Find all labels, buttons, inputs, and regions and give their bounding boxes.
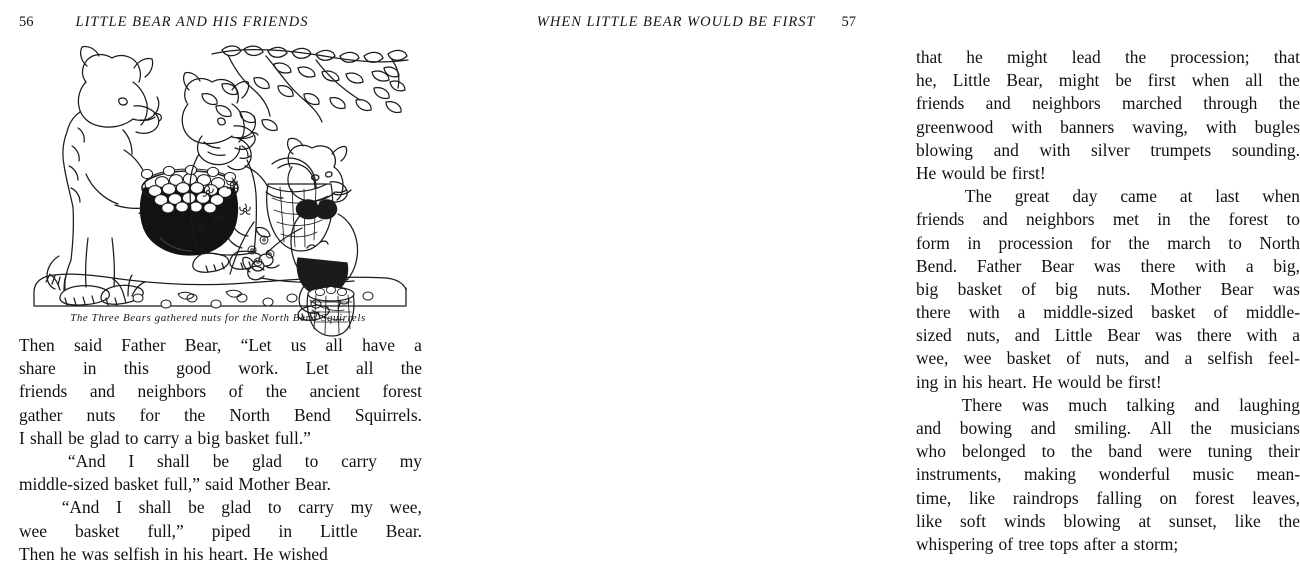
word: shall xyxy=(157,450,190,471)
word: waving, xyxy=(1132,116,1188,137)
word: with xyxy=(1039,139,1071,160)
word: heart. xyxy=(987,371,1027,392)
word: to xyxy=(267,497,282,518)
word: in xyxy=(967,232,981,253)
word: be xyxy=(1106,371,1123,392)
word: “Let xyxy=(240,335,272,355)
word: whispering xyxy=(916,533,994,554)
word: was xyxy=(1154,325,1182,346)
text-line xyxy=(916,232,1300,255)
paragraph-indent xyxy=(19,450,45,473)
word: be xyxy=(212,450,230,471)
word: to xyxy=(304,450,319,471)
word: Bear, xyxy=(1006,70,1043,91)
word: talking xyxy=(1126,394,1175,415)
word: were xyxy=(1157,441,1192,462)
word: to xyxy=(124,427,139,448)
word: silver xyxy=(1091,139,1130,160)
word: Let xyxy=(305,358,329,379)
word: nuts, xyxy=(966,325,1000,346)
text-line xyxy=(916,208,1300,231)
word: There xyxy=(961,394,1003,415)
illustration-caption: The Three Bears gathered nuts for the North Bend Squirrels xyxy=(70,312,366,324)
text-line xyxy=(916,487,1300,510)
word: raindrops xyxy=(1012,487,1079,508)
word: middle- xyxy=(1245,302,1300,323)
running-head-right xyxy=(448,14,856,36)
page-right xyxy=(440,0,1300,576)
word: time, xyxy=(916,487,952,508)
word: like xyxy=(1234,510,1261,531)
word: ancient xyxy=(309,381,360,402)
word: sounding. xyxy=(1231,139,1300,160)
word: The xyxy=(964,186,992,207)
word: blowing xyxy=(1063,510,1121,531)
word: would xyxy=(1057,371,1102,392)
word: carry xyxy=(341,450,377,471)
word: forest xyxy=(1228,209,1269,230)
word: and xyxy=(1014,325,1040,346)
word: “And xyxy=(61,497,100,518)
word: falling xyxy=(1096,487,1142,508)
word: neighbors xyxy=(137,381,207,402)
word: the xyxy=(265,381,288,402)
word: great xyxy=(1014,186,1050,207)
word: said xyxy=(73,335,102,355)
word: tops xyxy=(1049,533,1079,554)
word: through xyxy=(1203,93,1258,114)
word: mean- xyxy=(1256,464,1300,485)
word: like xyxy=(916,510,943,531)
word: be xyxy=(1115,70,1132,91)
word: march xyxy=(1167,232,1211,253)
page-number-right: 57 xyxy=(841,14,856,30)
word: when xyxy=(1262,186,1300,207)
word: procession; xyxy=(1170,47,1250,67)
text-line xyxy=(916,463,1300,486)
word: sunset, xyxy=(1168,510,1217,531)
word: friends xyxy=(916,93,965,114)
paragraph xyxy=(19,334,422,450)
word: instruments, xyxy=(916,464,1002,485)
word: friends xyxy=(19,381,68,402)
word: their xyxy=(1268,441,1300,462)
word: basket xyxy=(957,278,1003,299)
word: with xyxy=(1246,325,1278,346)
word: nuts, xyxy=(1095,348,1130,369)
word: glad xyxy=(89,427,120,448)
word: basket xyxy=(114,474,159,495)
word: selfish xyxy=(1207,348,1253,369)
word: full,” xyxy=(163,474,200,495)
word: be xyxy=(68,427,85,448)
text-line xyxy=(19,357,422,380)
word: wonderful xyxy=(1098,464,1171,485)
word: there xyxy=(1196,325,1232,346)
word: blowing xyxy=(916,139,974,160)
word: of xyxy=(998,533,1014,554)
running-head-left xyxy=(19,14,422,36)
word: there xyxy=(916,302,951,323)
word: and xyxy=(985,93,1011,114)
word: He xyxy=(253,543,274,564)
word: met xyxy=(1112,209,1139,230)
word: and xyxy=(89,381,115,402)
word: Father xyxy=(976,255,1022,276)
illustration-artwork xyxy=(16,42,420,310)
word: his xyxy=(962,371,983,392)
word: all xyxy=(325,335,343,355)
word: share xyxy=(19,358,56,379)
word: Squirrels. xyxy=(354,404,422,425)
word: us xyxy=(290,335,307,355)
page-number-left: 56 xyxy=(19,14,34,30)
word: wished xyxy=(278,543,328,564)
word: have xyxy=(362,335,395,355)
page-left xyxy=(0,0,440,576)
word: and xyxy=(993,139,1019,160)
word: Bear. xyxy=(294,474,332,495)
word: of xyxy=(1213,302,1228,323)
word: wee, xyxy=(916,348,949,369)
word: first xyxy=(1147,70,1176,91)
running-head-title-right: WHEN LITTLE BEAR WOULD BE FIRST xyxy=(536,14,816,30)
word: gather xyxy=(19,404,63,425)
word: with xyxy=(1205,116,1237,137)
word: the xyxy=(1190,418,1212,438)
word: and xyxy=(1194,394,1220,415)
word: this xyxy=(123,358,149,379)
word: to xyxy=(1041,441,1056,462)
word: the xyxy=(1189,209,1211,230)
word: day xyxy=(1072,186,1098,207)
paragraph xyxy=(916,185,1300,394)
text-line xyxy=(916,46,1300,69)
word: tree xyxy=(1018,533,1045,554)
word: heart. xyxy=(208,543,248,564)
text-line xyxy=(916,394,1300,417)
text-line xyxy=(916,92,1300,115)
word: be xyxy=(990,162,1007,183)
word: there xyxy=(1140,255,1176,276)
word: Little xyxy=(952,70,991,91)
word: at xyxy=(1138,510,1151,531)
word: big xyxy=(916,278,939,299)
paragraph-indent xyxy=(916,394,942,417)
word: Bend. xyxy=(916,255,958,276)
word: for xyxy=(139,404,160,425)
word: with xyxy=(968,302,1000,323)
word: wee xyxy=(963,348,992,369)
word: would xyxy=(941,162,985,183)
word: Bear xyxy=(1220,278,1254,299)
word: in xyxy=(164,543,179,564)
text-line xyxy=(19,427,422,450)
word: the xyxy=(1124,47,1147,67)
word: lead xyxy=(1071,47,1101,67)
word: last xyxy=(1215,186,1240,207)
word: Then xyxy=(19,543,55,564)
word: piped xyxy=(211,520,251,541)
word: banners xyxy=(1060,116,1115,137)
word: the xyxy=(400,358,422,379)
word: “And xyxy=(67,450,106,471)
word: wee xyxy=(19,520,47,541)
word: and xyxy=(1030,418,1056,438)
word: shall xyxy=(30,427,63,448)
word: form xyxy=(916,232,950,253)
word: North xyxy=(229,404,270,425)
word: of xyxy=(228,381,244,402)
word: said xyxy=(205,474,234,495)
text-line xyxy=(19,450,422,473)
text-line xyxy=(916,510,1300,533)
word: after xyxy=(1083,533,1116,554)
word: procession xyxy=(998,232,1073,253)
word: the xyxy=(1278,93,1300,114)
word: he xyxy=(966,47,983,67)
word: Little xyxy=(1054,325,1093,346)
word: in xyxy=(82,358,97,379)
word: belonged xyxy=(961,441,1026,462)
word: neighbors xyxy=(1032,93,1101,114)
word: storm; xyxy=(1133,533,1179,554)
text-line xyxy=(916,371,1300,394)
word: He xyxy=(916,162,937,183)
word: All xyxy=(1149,418,1172,438)
word: work. xyxy=(238,358,279,379)
word: and xyxy=(916,418,942,438)
word: Mother xyxy=(1149,278,1202,299)
paragraph xyxy=(916,394,1300,556)
word: Bear. xyxy=(385,520,422,541)
word: Bear xyxy=(1041,255,1074,276)
word: and xyxy=(1144,348,1170,369)
word: of xyxy=(1021,278,1037,299)
word: big xyxy=(197,427,220,448)
word: all xyxy=(1245,70,1263,91)
word: was xyxy=(1093,255,1121,276)
word: Then xyxy=(19,335,55,355)
running-head-title-left: LITTLE BEAR AND HIS FRIENDS xyxy=(75,14,309,30)
word: carry xyxy=(298,497,334,518)
word: feel- xyxy=(1268,348,1300,369)
word: forest xyxy=(382,381,422,402)
word: soft xyxy=(960,510,987,531)
text-line xyxy=(19,380,422,403)
word: my xyxy=(399,450,422,471)
word: he, xyxy=(916,70,937,91)
word: middle-sized xyxy=(19,474,109,495)
word: basket xyxy=(1151,302,1196,323)
word: in xyxy=(943,371,957,392)
word: the xyxy=(1278,510,1300,531)
word: bugles xyxy=(1254,116,1300,137)
word: the xyxy=(184,404,206,425)
word: first! xyxy=(1127,371,1162,392)
word: sized xyxy=(916,325,952,346)
text-line xyxy=(916,69,1300,92)
text-line xyxy=(916,185,1300,208)
text-line xyxy=(916,255,1300,278)
word: basket xyxy=(1006,348,1052,369)
word: a xyxy=(1292,325,1300,346)
word: leaves, xyxy=(1252,487,1300,508)
text-line xyxy=(916,324,1300,347)
text-line xyxy=(916,139,1300,162)
body-text-right-column xyxy=(916,46,1300,556)
word: in xyxy=(278,520,293,541)
word: who xyxy=(916,441,946,462)
word: big xyxy=(1055,278,1078,299)
word: Bend xyxy=(294,404,331,425)
word: nuts. xyxy=(1097,278,1131,299)
word: with xyxy=(1195,255,1227,276)
word: smiling. xyxy=(1074,418,1131,438)
word: was xyxy=(1272,278,1300,299)
word: his xyxy=(183,543,204,564)
word: much xyxy=(1068,394,1107,415)
word: North xyxy=(1259,232,1300,253)
word: to xyxy=(1228,232,1242,253)
word: music xyxy=(1192,464,1235,485)
word: Bear xyxy=(1107,325,1141,346)
word: a xyxy=(184,427,193,448)
word: friends xyxy=(916,209,965,230)
word: I xyxy=(128,450,135,471)
paragraph-indent xyxy=(19,496,45,519)
word: came xyxy=(1120,186,1157,207)
word: on xyxy=(1159,487,1177,508)
word: be xyxy=(188,497,205,518)
word: band xyxy=(1108,441,1143,462)
word: like xyxy=(969,487,996,508)
word: basket xyxy=(225,427,270,448)
word: full,” xyxy=(147,520,184,541)
word: the xyxy=(1128,232,1150,253)
paragraph xyxy=(19,450,422,496)
word: tuning xyxy=(1207,441,1253,462)
word: a xyxy=(1120,533,1129,554)
text-line xyxy=(19,543,422,566)
text-line xyxy=(19,404,422,427)
word: musicians xyxy=(1230,418,1300,438)
word: shall xyxy=(138,497,172,518)
word: greenwood xyxy=(916,116,994,137)
text-line xyxy=(19,473,422,496)
word: bowing xyxy=(959,418,1012,438)
text-line xyxy=(19,496,422,519)
word: a xyxy=(1245,255,1254,276)
body-text-left-column xyxy=(19,334,422,566)
word: marched xyxy=(1122,93,1182,114)
word: basket xyxy=(75,520,120,541)
word: I xyxy=(19,427,25,448)
word: ing xyxy=(916,371,939,392)
text-line xyxy=(19,334,422,357)
word: good xyxy=(176,358,211,379)
word: winds xyxy=(1004,510,1046,531)
text-line xyxy=(916,116,1300,139)
paragraph xyxy=(916,46,1300,185)
word: to xyxy=(1286,209,1300,230)
word: Father xyxy=(121,335,166,355)
word: might xyxy=(1058,70,1100,91)
text-line xyxy=(916,533,1300,556)
word: Bear, xyxy=(184,335,222,355)
text-line xyxy=(916,347,1300,370)
text-line xyxy=(916,301,1300,324)
word: a xyxy=(1017,302,1026,323)
word: full.” xyxy=(274,427,311,448)
word: the xyxy=(1071,441,1093,462)
word: Mother xyxy=(238,474,290,495)
word: might xyxy=(1006,47,1048,67)
word: was xyxy=(81,543,109,564)
text-line xyxy=(916,417,1300,440)
paragraph-indent xyxy=(916,185,942,208)
word: I xyxy=(116,497,122,518)
word: that xyxy=(916,47,943,67)
word: was xyxy=(1021,394,1049,415)
big-basket xyxy=(140,165,238,255)
word: big, xyxy=(1273,255,1300,276)
text-line xyxy=(916,278,1300,301)
word: glad xyxy=(221,497,252,518)
word: and xyxy=(982,209,1008,230)
word: nuts xyxy=(86,404,116,425)
word: first! xyxy=(1011,162,1046,183)
word: selfish xyxy=(113,543,160,564)
word: making xyxy=(1023,464,1077,485)
word: trumpets xyxy=(1150,139,1212,160)
text-line xyxy=(916,162,1300,185)
word: middle-sized xyxy=(1043,302,1134,323)
word: with xyxy=(1011,116,1043,137)
text-line xyxy=(19,520,422,543)
word: neighbors xyxy=(1025,209,1095,230)
word: forest xyxy=(1194,487,1235,508)
word: at xyxy=(1179,186,1193,207)
word: when xyxy=(1191,70,1230,91)
word: a xyxy=(1184,348,1193,369)
text-line xyxy=(916,440,1300,463)
word: wee, xyxy=(389,497,422,518)
word: a xyxy=(414,335,422,355)
word: my xyxy=(350,497,373,518)
word: carry xyxy=(143,427,180,448)
word: that xyxy=(1273,47,1300,67)
word: for xyxy=(1090,232,1111,253)
word: He xyxy=(1032,371,1053,392)
word: the xyxy=(1278,70,1300,91)
word: in xyxy=(1157,209,1171,230)
word: glad xyxy=(251,450,282,471)
word: he xyxy=(59,543,77,564)
word: of xyxy=(1066,348,1081,369)
word: laughing xyxy=(1239,394,1300,415)
word: Little xyxy=(320,520,358,541)
word: all xyxy=(356,358,374,379)
paragraph xyxy=(19,496,422,566)
illustration-three-bears xyxy=(16,42,420,310)
